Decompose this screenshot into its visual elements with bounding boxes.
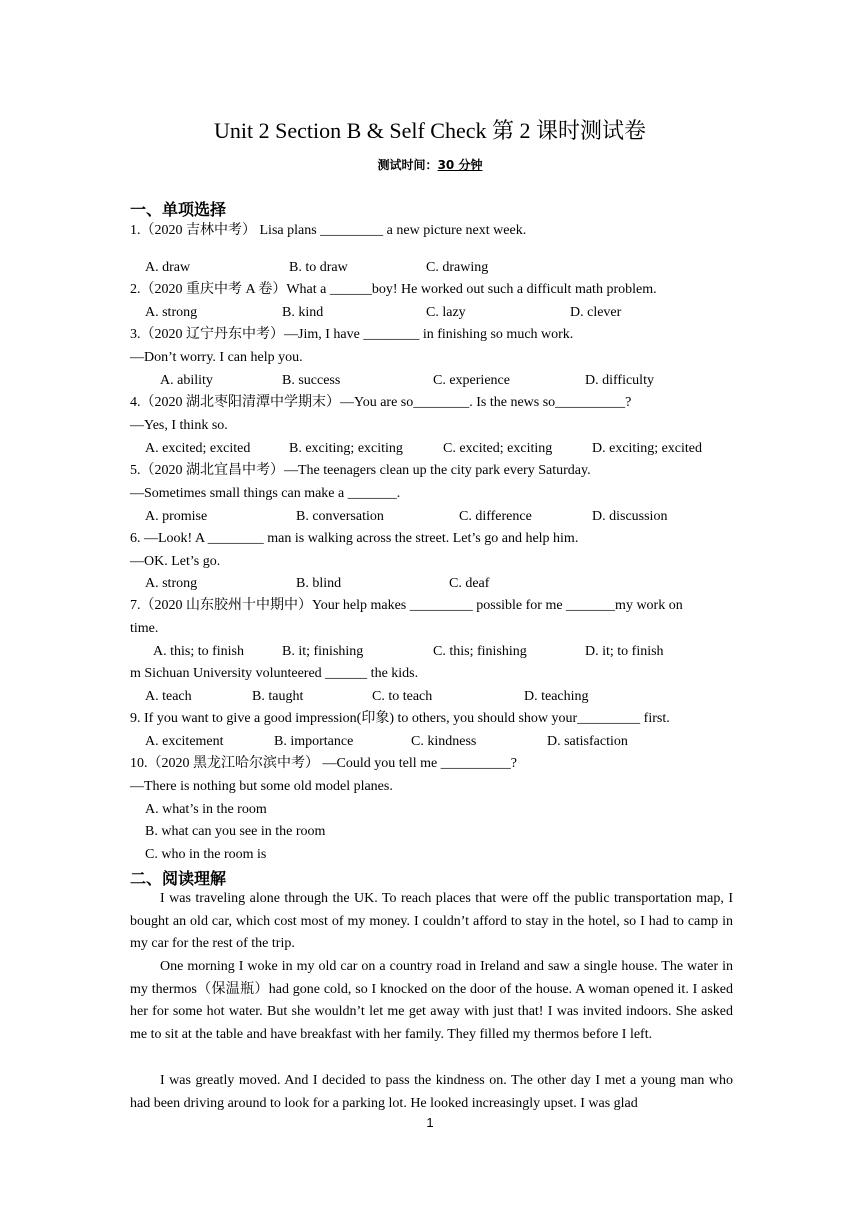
question-3-reply: —Don’t worry. I can help you.	[130, 350, 303, 365]
question-3-option-c: C. experience	[433, 373, 510, 388]
question-5-stem: 5.（2020 湖北宜昌中考）—The teenagers clean up the city park every Saturday.	[130, 463, 591, 478]
question-9-option-c: C. kindness	[411, 734, 477, 749]
test-time-value: 30 分钟	[437, 158, 483, 172]
question-10-option-a: A. what’s in the room	[145, 802, 267, 817]
question-5-option-c: C. difference	[459, 509, 532, 524]
question-4-option-c: C. excited; exciting	[443, 441, 553, 456]
question-4-reply: —Yes, I think so.	[130, 418, 228, 433]
question-5-option-b: B. conversation	[296, 509, 384, 524]
question-5-reply: —Sometimes small things can make a _______.	[130, 486, 401, 501]
question-7-option-d: D. it; to finish	[585, 644, 664, 659]
question-5-option-a: A. promise	[145, 509, 208, 524]
question-3-option-b: B. success	[282, 373, 341, 388]
question-9-option-d: D. satisfaction	[547, 734, 628, 749]
reading-paragraph-1: I was traveling alone through the UK. To reach places that were off the public transportation map, I bought an old car, which cost most of my money. I couldn’t afford to stay in the hotel, so I had to camp in my car for the rest of the trip.	[130, 891, 733, 951]
question-10-option-b: B. what can you see in the room	[145, 824, 326, 839]
question-3-stem: 3.（2020 辽宁丹东中考）—Jim, I have ________ in finishing so much work.	[130, 327, 574, 342]
test-time	[0, 156, 860, 173]
question-4-option-d: D. exciting; excited	[592, 441, 703, 456]
question-8-option-d: D. teaching	[524, 689, 589, 704]
question-7-stem: 7.（2020 山东胶州十中期中）Your help makes _________ possible for me _______my work on	[130, 598, 683, 613]
question-10-reply: —There is nothing but some old model planes.	[130, 779, 393, 794]
question-8-option-a: A. teach	[145, 689, 192, 704]
question-2-option-a: A. strong	[145, 305, 198, 320]
question-1-stem: 1.（2020 吉林中考） Lisa plans _________ a new picture next week.	[130, 223, 527, 238]
question-8-option-b: B. taught	[252, 689, 304, 704]
question-6-option-a: A. strong	[145, 576, 198, 591]
question-1-option-b: B. to draw	[289, 260, 348, 275]
question-7-option-b: B. it; finishing	[282, 644, 364, 659]
reading-paragraph-2: One morning I woke in my old car on a country road in Ireland and saw a single house. The water in my thermos（保温瓶）had gone cold, so I knocked on the door of the house. A woman opened it. I asked her for some hot water. But she wouldn’t let me get away with just that! I was invited indoors. She asked me to sit at the table and have breakfast with her family. They filled my thermos before I left.	[130, 959, 733, 1042]
question-1-option-a: A. draw	[145, 260, 191, 275]
section-heading-reading: 二、阅读理解	[130, 869, 227, 888]
question-7-option-a: A. this; to finish	[153, 644, 245, 659]
question-10-option-c: C. who in the room is	[145, 847, 267, 862]
page-title: Unit 2 Section B & Self Check 第 2 课时测试卷	[213, 118, 647, 143]
question-6-reply: —OK. Let’s go.	[130, 554, 221, 569]
question-9-stem: 9. If you want to give a good impression(印象) to others, you should show your_________ first.	[130, 711, 670, 726]
question-9-option-a: A. excitement	[145, 734, 224, 749]
question-9-option-b: B. importance	[274, 734, 354, 749]
question-7-option-c: C. this; finishing	[433, 644, 527, 659]
question-8-option-c: C. to teach	[372, 689, 433, 704]
page-number: 1	[426, 1115, 434, 1130]
question-6-option-c: C. deaf	[449, 576, 490, 591]
question-3-option-d: D. difficulty	[585, 373, 654, 388]
question-1-option-c: C. drawing	[426, 260, 489, 275]
question-2-stem: 2.（2020 重庆中考 A 卷）What a ______boy! He worked out such a difficult math problem.	[130, 282, 657, 297]
question-2-option-b: B. kind	[282, 305, 324, 320]
question-3-option-a: A. ability	[160, 373, 213, 388]
question-7-stem-continued: time.	[130, 621, 159, 636]
question-4-option-a: A. excited; excited	[145, 441, 251, 456]
test-time-label: 测试时间：	[377, 158, 438, 172]
question-5-option-d: D. discussion	[592, 509, 668, 524]
question-4-option-b: B. exciting; exciting	[289, 441, 403, 456]
question-6-option-b: B. blind	[296, 576, 342, 591]
question-4-stem: 4.（2020 湖北枣阳清潭中学期末）—You are so________. Is the news so__________?	[130, 395, 632, 410]
question-2-option-c: C. lazy	[426, 305, 466, 320]
question-8-stem: m Sichuan University volunteered ______ the kids.	[130, 666, 419, 681]
question-10-stem: 10.（2020 黑龙江哈尔滨中考） —Could you tell me __________?	[130, 756, 517, 771]
reading-paragraph-3: I was greatly moved. And I decided to pass the kindness on. The other day I met a young man who had been driving around to look for a parking lot. He looked increasingly upset. I was glad	[130, 1073, 733, 1111]
section-heading-choice: 一、单项选择	[130, 200, 227, 219]
question-2-option-d: D. clever	[570, 305, 622, 320]
question-6-stem: 6. —Look! A ________ man is walking across the street. Let’s go and help him.	[130, 531, 579, 546]
